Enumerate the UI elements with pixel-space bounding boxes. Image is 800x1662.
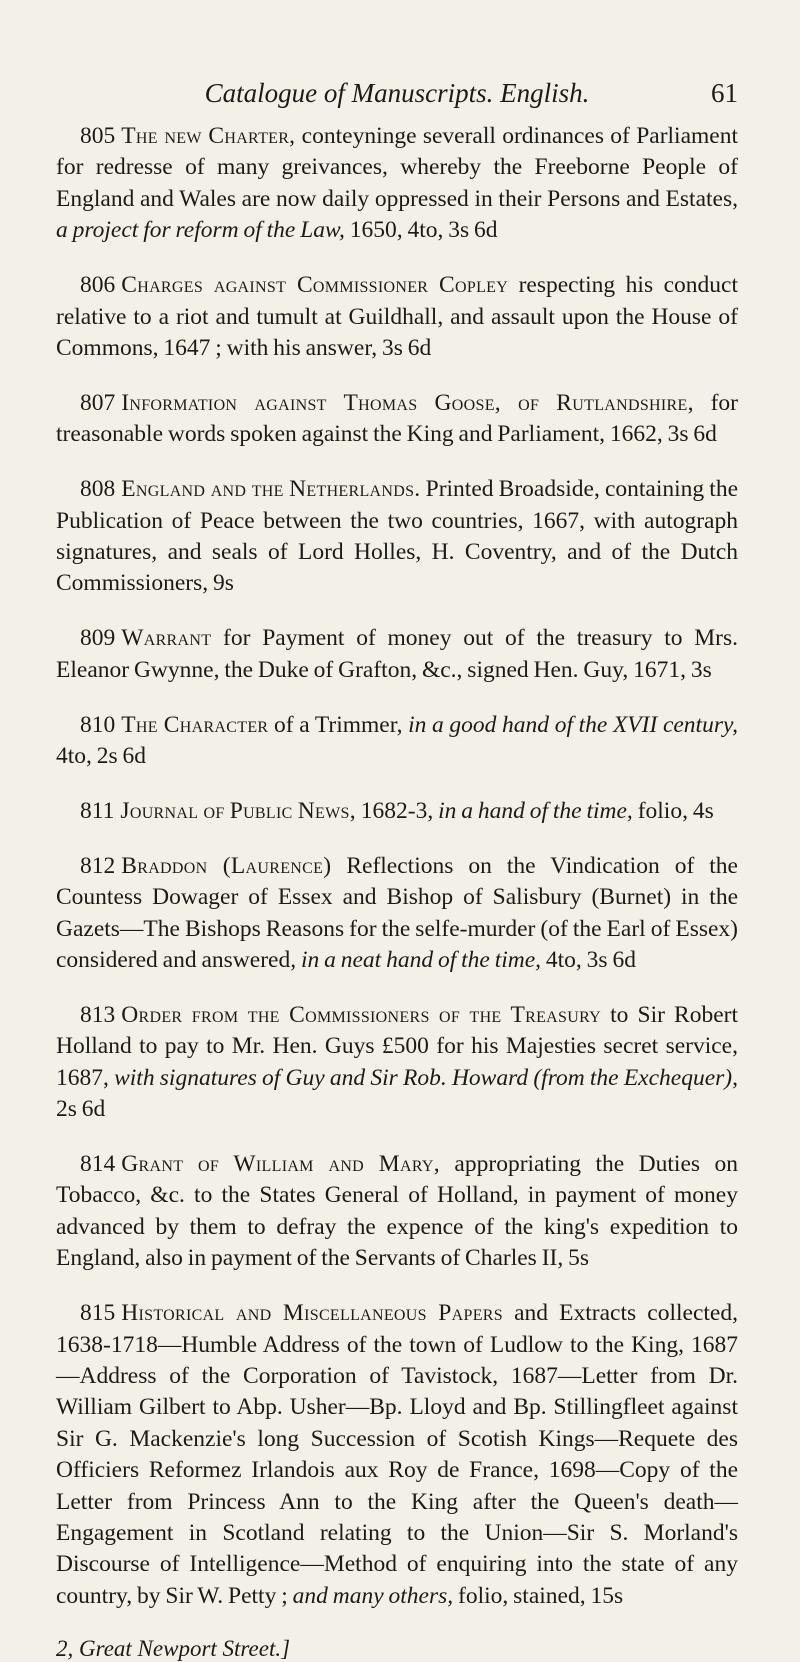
catalogue-entry [56, 121, 738, 247]
lot-number: 812 [80, 852, 116, 879]
catalogue-entry [56, 851, 738, 977]
lot-number: 806 [80, 272, 116, 299]
entry-heading: Grant of William and Mary, [121, 1151, 440, 1178]
catalogue-entry [56, 1298, 738, 1612]
lot-number: 815 [80, 1300, 116, 1327]
entry-heading: England and the Netherlands. [121, 476, 421, 503]
entry-description: Reflections on the Vindication of the Countess Dowager of Essex and Bishop of Salisbury (Burnet) in the Gazets—The Bishops Reasons for the selfe-murder (of the Earl of Essex) considered and answered, [56, 852, 738, 974]
entry-italic-note: with signatures of Guy and Sir Rob. Howard (from the Exchequer), [114, 1064, 738, 1091]
catalogue-entry [56, 388, 738, 451]
lot-number: 810 [80, 711, 116, 738]
entry-description: 1682-3, [355, 797, 439, 824]
entry-heading: Information against Thomas Goose, of Rutlandshire, [121, 389, 694, 416]
entry-heading: The new Charter, [121, 123, 296, 149]
entry-price: 1650, 4to, 3s 6d [344, 217, 498, 244]
catalogue-entry [56, 623, 738, 686]
lot-number: 809 [80, 625, 116, 652]
entry-heading: Order from the Commissioners of the Treasury [121, 1001, 602, 1028]
catalogue-entry [56, 710, 738, 773]
lot-number: 811 [80, 797, 115, 824]
lot-number: 808 [80, 476, 116, 503]
entry-description: for treasonable words spoken against the King and Parliament, 1662, 3s 6d [56, 389, 738, 448]
entry-heading: Journal of Public News, [120, 797, 356, 824]
entry-price: folio, stained, 15s [453, 1582, 624, 1609]
entry-italic-note: in a good hand of the XVII century, [408, 711, 738, 738]
entry-italic-note: a project for reform of the Law, [56, 217, 345, 244]
entry-description: and Extracts collected, 1638-1718—Humble Address of the town of Ludlow to the King, 1687—Address of the Corporation of Tavistock, 1687—Letter from Dr. William Gilbert to Abp. Usher—Bp. Lloyd and Bp. Stillingfleet against Sir G. Mackenzie's long Succession of Scotish Kings—Requete des Officiers Reformez Irlandois aux Roy de France, 1698—Copy of the Letter from Princess Ann to the King after the Queen's death—Engagement in Scotland relating to the Union—Sir S. Morland's Discourse of Intelligence—Method of enquiring into the state of any country, by Sir W. Petty ; [56, 1300, 738, 1609]
entry-description: Printed Broadside, containing the Publication of Peace between the two countries, 1667, with autograph signatures, and seals of Lord Holles, H. Coventry, and of the Dutch Commissioners, 9s [56, 476, 739, 597]
entry-heading: The Character [121, 711, 269, 738]
entry-heading: Charges against Commissioner Copley [121, 272, 509, 299]
entry-heading: Historical and Miscellaneous Papers [121, 1300, 503, 1327]
lot-number: 814 [80, 1151, 116, 1178]
entry-italic-note: in a hand of the time, [438, 797, 633, 824]
entry-italic-note: and many others, [292, 1582, 454, 1609]
entry-price: folio, 4s [632, 797, 714, 824]
entry-price: 4to, 2s 6d [56, 743, 147, 769]
lot-number: 805 [80, 123, 116, 149]
catalogue-entry [56, 1000, 738, 1126]
page-header [56, 78, 738, 112]
catalogue-entries [56, 121, 738, 1612]
entry-price: 4to, 3s 6d [541, 947, 636, 974]
lot-number: 807 [80, 389, 116, 416]
lot-number: 813 [80, 1001, 116, 1028]
entry-description: respecting his conduct relative to a riot and tumult at Guildhall, and assault upon the House of Commons, 1647 ; with his answer, 3s 6d [56, 272, 738, 361]
catalogue-entry [56, 474, 738, 600]
catalogue-entry [56, 796, 738, 827]
entry-description: for Payment of money out of the treasury to Mrs. Eleanor Gwynne, the Duke of Grafton, &c., signed Hen. Guy, 1671, 3s [56, 625, 738, 683]
catalogue-entry [56, 270, 738, 364]
entry-description: appropriating the Duties on Tobacco, &c. to the States General of Holland, in payment of money advanced by them to defray the expence of the king's expedition to England, also in payment of the Servants of Charles II, 5s [56, 1151, 738, 1272]
page-number: 61 [711, 78, 738, 108]
entry-heading: Warrant [121, 625, 212, 652]
entry-price: 2s 6d [56, 1096, 106, 1123]
entry-heading: Braddon (Laurence) [121, 852, 332, 879]
page-footer: 2, Great Newport Street.] [56, 1635, 291, 1661]
catalogue-entry [56, 1149, 738, 1275]
running-title: Catalogue of Manuscripts. English. [204, 78, 590, 108]
entry-description: conteyninge severall ordinances of Parliament for redresse of many greivances, whereby the Freeborne People of England and Wales are now daily oppressed in their Persons and Estates, [56, 123, 738, 212]
entry-italic-note: in a neat hand of the time, [300, 947, 542, 974]
entry-description: of a Trimmer, [268, 711, 409, 738]
entry-description: to Sir Robert Holland to pay to Mr. Hen. Guys £500 for his Majesties secret service, 1687, [56, 1001, 738, 1091]
